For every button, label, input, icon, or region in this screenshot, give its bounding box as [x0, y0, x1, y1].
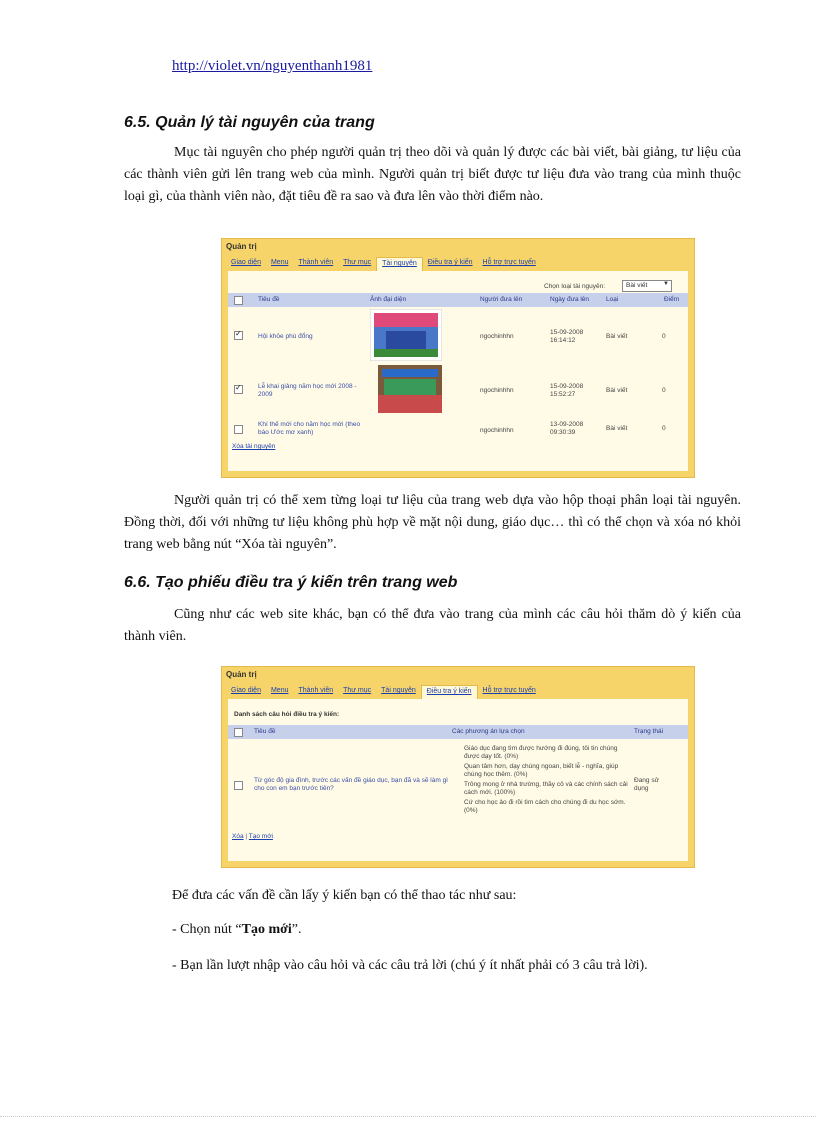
- col-date: Ngày đưa lên: [550, 296, 590, 303]
- row-2-thumbnail: [378, 365, 442, 413]
- row-2-score: 0: [662, 387, 666, 394]
- row-3-title[interactable]: Khí thế mới cho năm học mới (theo báo Ước mơ xanh): [258, 421, 361, 436]
- row-1-uploader: ngochinhhn: [480, 333, 514, 340]
- col-type: Loại: [606, 296, 619, 303]
- panel-title: Quản trị: [226, 670, 257, 679]
- row-1-type: Bài viết: [606, 333, 628, 340]
- create-poll-link[interactable]: Tạo mới: [248, 833, 273, 840]
- select-all-checkbox[interactable]: [234, 728, 243, 737]
- tab-giao-dien[interactable]: Giao diện: [231, 687, 261, 694]
- poll-row-checkbox[interactable]: [234, 781, 243, 790]
- resource-table-header: [228, 293, 688, 307]
- tab-giao-dien[interactable]: Giao diện: [231, 259, 261, 266]
- tab-menu[interactable]: Menu: [270, 687, 289, 694]
- instruction-line-2: [172, 922, 301, 938]
- poll-option-4: Cứ cho học ảo đi rồi tìm cách cho chúng đi du học sớm. (0%): [464, 799, 626, 814]
- tab-thu-muc[interactable]: Thư mục: [343, 259, 372, 266]
- row-3-uploader: ngochinhhn: [480, 427, 514, 434]
- tab-dieu-tra-y-kien[interactable]: Điều tra ý kiến: [427, 259, 473, 266]
- row-3-score: 0: [662, 425, 666, 432]
- row-2-time: 15:52:27: [550, 391, 576, 398]
- tab-thu-muc[interactable]: Thư mục: [343, 687, 372, 694]
- tab-ho-tro-truc-tuyen[interactable]: Hỗ trợ trực tuyến: [482, 259, 536, 266]
- resource-admin-screenshot: [221, 238, 695, 478]
- poll-footer: [232, 833, 273, 840]
- col-title: Tiêu đề: [254, 728, 276, 735]
- line2-bold: Tạo mới: [241, 922, 292, 937]
- col-options: Các phương án lựa chọn: [452, 728, 525, 735]
- tab-menu[interactable]: Menu: [270, 259, 289, 266]
- poll-option-2: Quan tâm hơn, dạy chúng ngoan, biết lễ - nghĩa, giúp chúng học thêm. (0%): [464, 763, 619, 778]
- section2-paragraph-1: Cũng như các web site khác, bạn có thể đưa vào trang của mình các câu hỏi thăm dò ý kiến của thành viên.: [124, 607, 741, 644]
- row-3-type: Bài viết: [606, 425, 628, 432]
- delete-poll-link[interactable]: Xóa: [232, 833, 244, 840]
- tab-ho-tro-truc-tuyen[interactable]: Hỗ trợ trực tuyến: [482, 687, 536, 694]
- select-all-checkbox[interactable]: [234, 296, 243, 305]
- row-1-checkbox[interactable]: [234, 331, 243, 340]
- section-title-6-5: 6.5. Quản lý tài nguyên của trang: [124, 114, 375, 131]
- row-1-date: 15-09-2008: [550, 329, 584, 336]
- tab-thanh-vien[interactable]: Thành viên: [298, 687, 334, 694]
- instruction-line-1: Để đưa các vấn đề cần lấy ý kiến bạn có thể thao tác như sau:: [172, 888, 517, 903]
- row-3-time: 09:30:39: [550, 429, 576, 436]
- delete-resource-link[interactable]: Xóa tài nguyên: [232, 443, 276, 450]
- filter-label: Chọn loại tài nguyên:: [544, 283, 606, 290]
- line2-prefix: - Chọn nút “: [172, 922, 242, 937]
- panel-title: Quản trị: [226, 242, 257, 251]
- tab-tai-nguyen[interactable]: Tài nguyên: [376, 257, 423, 271]
- col-score: Điểm: [664, 296, 680, 303]
- tab-dieu-tra-y-kien[interactable]: Điều tra ý kiến: [421, 685, 478, 699]
- admin-tabs: [226, 257, 541, 271]
- tab-thanh-vien[interactable]: Thành viên: [298, 259, 334, 266]
- chevron-down-icon: ▼: [663, 281, 669, 287]
- row-2-title[interactable]: Lễ khai giảng năm học mới 2008 - 2009: [258, 383, 357, 398]
- row-1-title[interactable]: Hội khỏe phù đổng: [258, 333, 313, 340]
- col-status: Trạng thái: [634, 728, 664, 735]
- poll-status: Đang sử dụng: [634, 777, 659, 792]
- poll-table-header: [228, 725, 688, 739]
- row-2-type: Bài viết: [606, 387, 628, 394]
- row-3-checkbox[interactable]: [234, 425, 243, 434]
- row-1-score: 0: [662, 333, 666, 340]
- poll-admin-screenshot: [221, 666, 695, 868]
- row-2-uploader: ngochinhhn: [480, 387, 514, 394]
- resource-panel-body: [228, 271, 688, 471]
- col-title: Tiêu đề: [258, 296, 280, 303]
- section1-paragraph-2: Người quản trị có thể xem từng loại tư liệu của trang web dựa vào hộp thoại phân loại tài nguyên. Đồng thời, đối với những tư liệu không phù hợp về mặt nội dung, giáo dục… thì có thể chọn và xóa nó khỏi trang web bằng nút “Xóa tài nguyên”.: [124, 493, 741, 552]
- poll-list-title: Danh sách câu hỏi điều tra ý kiến:: [234, 711, 340, 718]
- instruction-line-3: - Bạn lần lượt nhập vào câu hỏi và các câu trả lời (chú ý ít nhất phải có 3 câu trả lời).: [172, 958, 648, 973]
- tab-tai-nguyen[interactable]: Tài nguyên: [381, 687, 416, 694]
- page-footer-divider: [0, 1116, 816, 1117]
- row-1-thumbnail: [370, 309, 442, 361]
- col-uploader: Người đưa lên: [480, 296, 523, 303]
- poll-option-1: Giáo dục đang tìm được hướng đi đúng, tôi tin chúng được dạy tốt. (0%): [464, 745, 618, 760]
- section1-paragraph-1: Mục tài nguyên cho phép người quản trị theo dõi và quản lý được các bài viết, bài giảng, tư liệu của các thành viên gửi lên trang web của mình. Người quản trị biết được tư liệu đưa vào trang của mình thuộc loại gì, của thành viên nào, đặt tiêu đề ra sao và đưa lên vào thời điểm nào.: [124, 145, 741, 204]
- poll-question[interactable]: Từ góc độ gia đình, trước các vấn đề giáo dục, bạn đã và sẽ làm gì cho con em bạn trước tiên?: [254, 777, 448, 792]
- poll-panel-body: [228, 699, 688, 861]
- poll-option-3: Trông mong ở nhà trường, thầy cô và các chính sách cải cách mới. (100%): [464, 781, 628, 796]
- resource-type-select[interactable]: [622, 280, 672, 292]
- row-1-time: 16:14:12: [550, 337, 576, 344]
- section-title-6-6: 6.6. Tạo phiếu điều tra ý kiến trên trang web: [124, 574, 458, 591]
- col-thumbnail: Ảnh đại diện: [370, 296, 407, 303]
- footer-separator: |: [245, 833, 248, 840]
- line2-suffix: ”.: [291, 922, 302, 937]
- row-2-date: 15-09-2008: [550, 383, 584, 390]
- row-3-date: 13-09-2008: [550, 421, 584, 428]
- row-2-checkbox[interactable]: [234, 385, 243, 394]
- header-link[interactable]: http://violet.vn/nguyenthanh1981: [172, 58, 373, 74]
- resource-type-value: Bài viết: [626, 282, 648, 289]
- admin-tabs: [226, 685, 541, 699]
